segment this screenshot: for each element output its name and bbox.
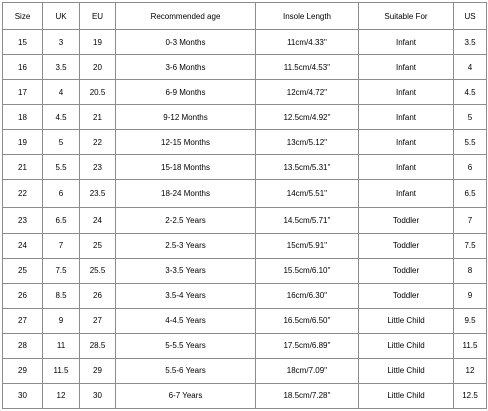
cell-insole-length: 14.5cm/5.71'': [256, 208, 359, 233]
cell-suitable-for: Infant: [359, 55, 454, 80]
cell-eu: 23.5: [80, 180, 116, 208]
cell-uk: 4: [43, 80, 80, 105]
cell-us: 12: [454, 358, 487, 383]
cell-suitable-for: Toddler: [359, 258, 454, 283]
table-row: [3, 333, 487, 358]
cell-size: 27: [3, 308, 43, 333]
table-row: [3, 383, 487, 408]
cell-recommended-age: 3.5-4 Years: [116, 283, 256, 308]
header-size: Size: [3, 3, 43, 30]
table-row: [3, 105, 487, 130]
cell-eu: 19: [80, 30, 116, 55]
cell-recommended-age: 18-24 Months: [116, 180, 256, 208]
cell-insole-length: 15cm/5.91'': [256, 233, 359, 258]
cell-uk: 4.5: [43, 105, 80, 130]
cell-us: 7: [454, 208, 487, 233]
cell-recommended-age: 5-5.5 Years: [116, 333, 256, 358]
cell-recommended-age: 3-3.5 Years: [116, 258, 256, 283]
cell-suitable-for: Toddler: [359, 233, 454, 258]
cell-recommended-age: 6-9 Months: [116, 80, 256, 105]
cell-recommended-age: 12-15 Months: [116, 130, 256, 155]
table-row: [3, 283, 487, 308]
table-body: [3, 30, 487, 409]
cell-recommended-age: 2-2.5 Years: [116, 208, 256, 233]
cell-insole-length: 16.5cm/6.50'': [256, 308, 359, 333]
cell-suitable-for: Infant: [359, 105, 454, 130]
cell-eu: 28.5: [80, 333, 116, 358]
cell-size: 30: [3, 383, 43, 408]
cell-insole-length: 15.5cm/6.10'': [256, 258, 359, 283]
cell-insole-length: 12cm/4.72'': [256, 80, 359, 105]
header-insole-length: Insole Length: [256, 3, 359, 30]
table-row: [3, 55, 487, 80]
cell-eu: 25: [80, 233, 116, 258]
cell-us: 6: [454, 155, 487, 180]
cell-uk: 6.5: [43, 208, 80, 233]
cell-uk: 9: [43, 308, 80, 333]
cell-us: 5.5: [454, 130, 487, 155]
cell-uk: 8.5: [43, 283, 80, 308]
cell-eu: 29: [80, 358, 116, 383]
cell-suitable-for: Infant: [359, 80, 454, 105]
cell-insole-length: 11cm/4.33'': [256, 30, 359, 55]
cell-suitable-for: Little Child: [359, 308, 454, 333]
cell-size: 29: [3, 358, 43, 383]
cell-suitable-for: Little Child: [359, 358, 454, 383]
table-row: [3, 233, 487, 258]
cell-uk: 5: [43, 130, 80, 155]
cell-size: 21: [3, 155, 43, 180]
header-suitable-for: Suitable For: [359, 3, 454, 30]
cell-uk: 6: [43, 180, 80, 208]
cell-size: 23: [3, 208, 43, 233]
cell-us: 9: [454, 283, 487, 308]
cell-insole-length: 14cm/5.51'': [256, 180, 359, 208]
header-us: US: [454, 3, 487, 30]
cell-us: 5: [454, 105, 487, 130]
cell-suitable-for: Infant: [359, 30, 454, 55]
cell-insole-length: 18cm/7.09'': [256, 358, 359, 383]
cell-eu: 26: [80, 283, 116, 308]
cell-eu: 20: [80, 55, 116, 80]
cell-size: 24: [3, 233, 43, 258]
cell-us: 9.5: [454, 308, 487, 333]
table-row: [3, 180, 487, 208]
cell-us: 6.5: [454, 180, 487, 208]
cell-recommended-age: 4-4.5 Years: [116, 308, 256, 333]
cell-uk: 5.5: [43, 155, 80, 180]
cell-eu: 21: [80, 105, 116, 130]
cell-size: 18: [3, 105, 43, 130]
cell-insole-length: 12.5cm/4.92'': [256, 105, 359, 130]
cell-insole-length: 13.5cm/5.31'': [256, 155, 359, 180]
table-row: [3, 308, 487, 333]
cell-recommended-age: 2.5-3 Years: [116, 233, 256, 258]
cell-suitable-for: Infant: [359, 155, 454, 180]
cell-size: 15: [3, 30, 43, 55]
cell-us: 11.5: [454, 333, 487, 358]
cell-uk: 12: [43, 383, 80, 408]
cell-recommended-age: 3-6 Months: [116, 55, 256, 80]
cell-suitable-for: Infant: [359, 130, 454, 155]
cell-suitable-for: Little Child: [359, 333, 454, 358]
header-eu: EU: [80, 3, 116, 30]
cell-us: 3.5: [454, 30, 487, 55]
cell-size: 16: [3, 55, 43, 80]
table-header-row: [3, 3, 487, 30]
cell-recommended-age: 9-12 Months: [116, 105, 256, 130]
cell-size: 19: [3, 130, 43, 155]
cell-eu: 25.5: [80, 258, 116, 283]
cell-recommended-age: 15-18 Months: [116, 155, 256, 180]
cell-insole-length: 13cm/5.12'': [256, 130, 359, 155]
table-row: [3, 155, 487, 180]
cell-eu: 27: [80, 308, 116, 333]
cell-size: 17: [3, 80, 43, 105]
cell-eu: 22: [80, 130, 116, 155]
cell-insole-length: 11.5cm/4.53'': [256, 55, 359, 80]
header-recommended-age: Recommended age: [116, 3, 256, 30]
cell-insole-length: 16cm/6.30'': [256, 283, 359, 308]
header-uk: UK: [43, 3, 80, 30]
cell-uk: 3: [43, 30, 80, 55]
cell-size: 22: [3, 180, 43, 208]
cell-us: 12.5: [454, 383, 487, 408]
cell-us: 8: [454, 258, 487, 283]
table-row: [3, 30, 487, 55]
cell-size: 26: [3, 283, 43, 308]
table-row: [3, 358, 487, 383]
cell-uk: 7.5: [43, 258, 80, 283]
cell-insole-length: 18.5cm/7.28'': [256, 383, 359, 408]
cell-suitable-for: Toddler: [359, 283, 454, 308]
cell-suitable-for: Little Child: [359, 383, 454, 408]
cell-uk: 7: [43, 233, 80, 258]
cell-recommended-age: 0-3 Months: [116, 30, 256, 55]
cell-eu: 23: [80, 155, 116, 180]
cell-us: 4: [454, 55, 487, 80]
size-chart-table: [2, 2, 487, 409]
table-row: [3, 80, 487, 105]
table-row: [3, 130, 487, 155]
cell-eu: 30: [80, 383, 116, 408]
cell-us: 4.5: [454, 80, 487, 105]
cell-uk: 11.5: [43, 358, 80, 383]
cell-recommended-age: 5.5-6 Years: [116, 358, 256, 383]
cell-us: 7.5: [454, 233, 487, 258]
cell-suitable-for: Toddler: [359, 208, 454, 233]
cell-insole-length: 17.5cm/6.89'': [256, 333, 359, 358]
cell-uk: 11: [43, 333, 80, 358]
cell-eu: 24: [80, 208, 116, 233]
table-row: [3, 208, 487, 233]
table-row: [3, 258, 487, 283]
cell-recommended-age: 6-7 Years: [116, 383, 256, 408]
cell-uk: 3.5: [43, 55, 80, 80]
cell-suitable-for: Infant: [359, 180, 454, 208]
cell-size: 28: [3, 333, 43, 358]
cell-eu: 20.5: [80, 80, 116, 105]
cell-size: 25: [3, 258, 43, 283]
